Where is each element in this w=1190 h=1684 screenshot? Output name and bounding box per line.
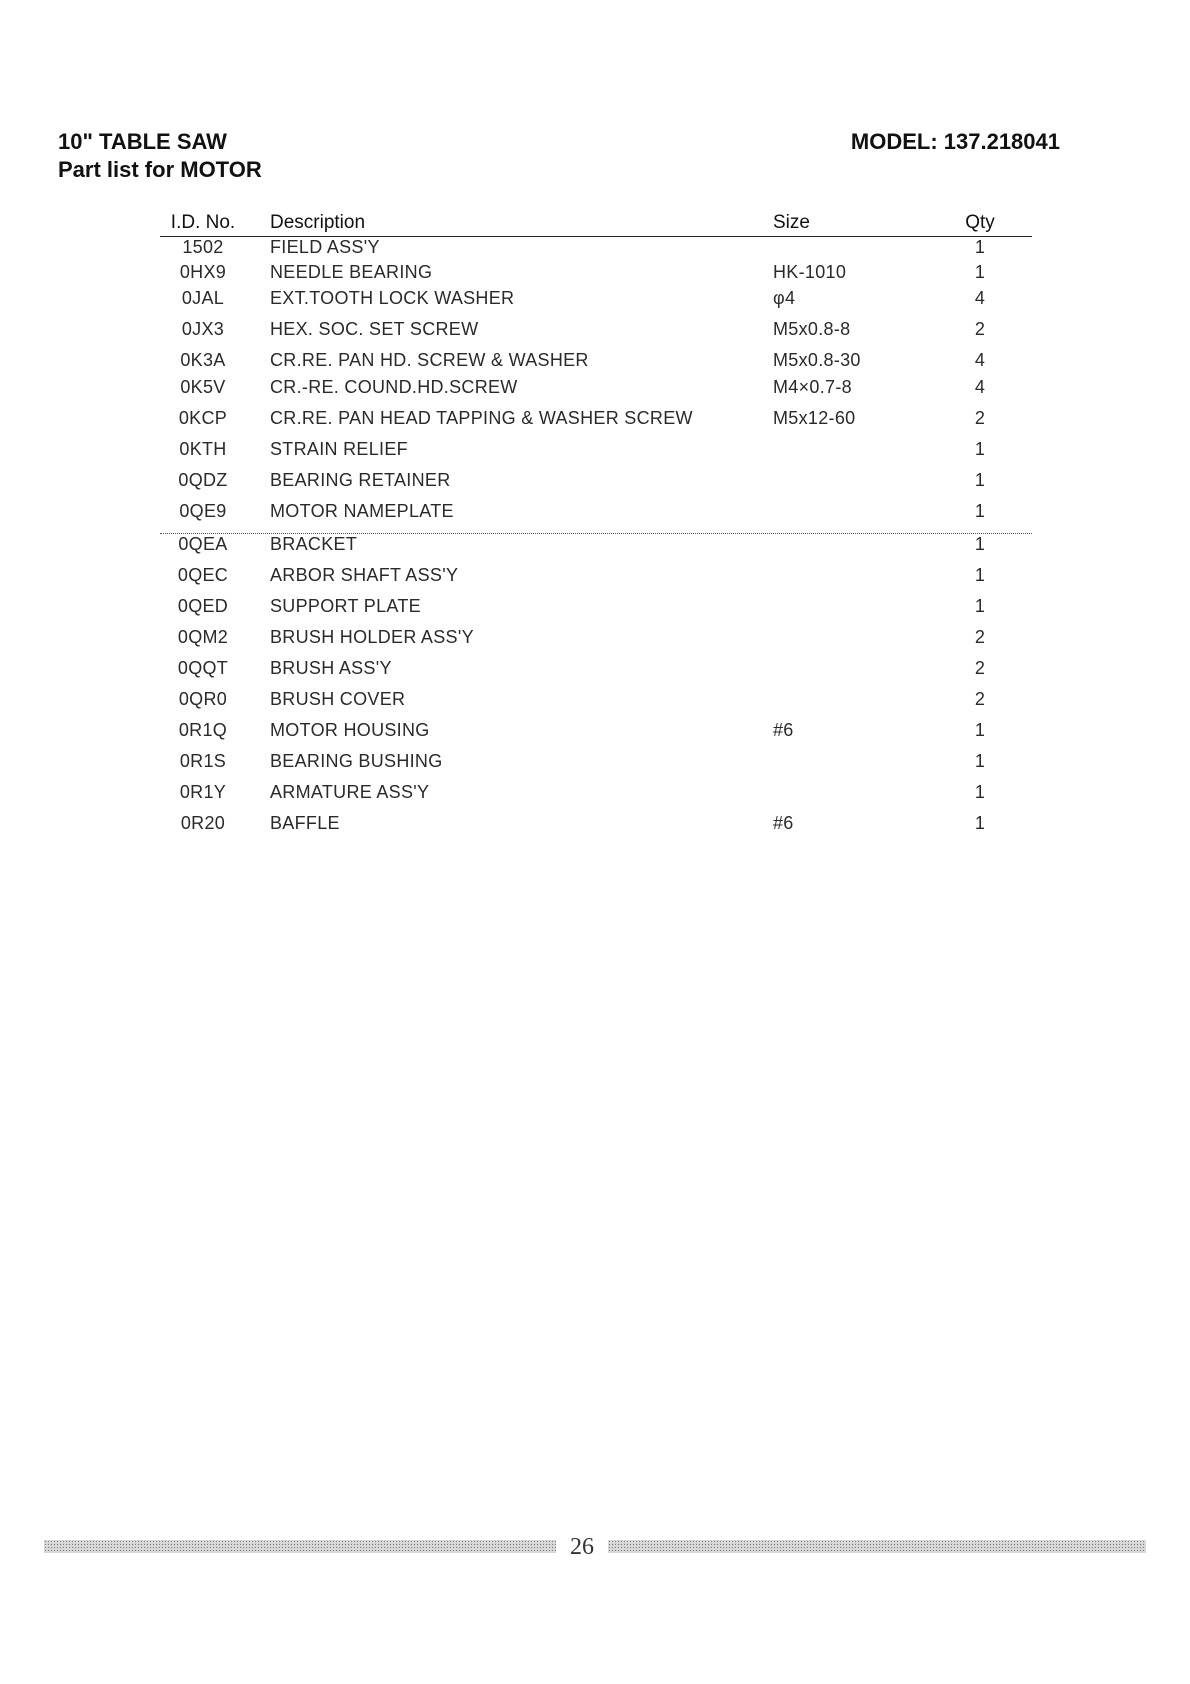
- table-row: [160, 377, 1032, 408]
- cell-id: 0R1Y: [179, 782, 227, 802]
- model-number: MODEL: 137.218041: [850, 129, 1060, 154]
- cell-id: 0R20: [180, 813, 226, 833]
- cell-qty: 1: [974, 813, 986, 833]
- cell-qty: 1: [974, 720, 986, 740]
- cell-size: M5x0.8-8: [773, 319, 851, 339]
- cell-id: 0R1S: [179, 751, 227, 771]
- cell-id: 0K3A: [180, 350, 226, 370]
- cell-qty: 2: [974, 627, 986, 647]
- table-row: [160, 596, 1032, 627]
- page-number: 26: [570, 1534, 594, 1560]
- table-row: [160, 470, 1032, 501]
- header-id: I.D. No.: [170, 212, 236, 233]
- cell-description: BEARING BUSHING: [270, 751, 443, 771]
- cell-qty: 1: [974, 782, 986, 802]
- cell-qty: 1: [974, 534, 986, 554]
- cell-qty: 1: [974, 751, 986, 771]
- footer-dotted-band-right: [608, 1540, 1146, 1553]
- table-row: [160, 751, 1032, 782]
- cell-size: φ4: [773, 288, 796, 308]
- cell-qty: 2: [974, 408, 986, 428]
- cell-id: 0QM2: [177, 627, 229, 647]
- cell-qty: 1: [974, 439, 986, 459]
- table-row: [160, 408, 1032, 439]
- table-row: [160, 782, 1032, 813]
- table-row: [160, 689, 1032, 720]
- cell-id: 0KCP: [178, 408, 228, 428]
- cell-size: #6: [773, 720, 794, 740]
- table-row: [160, 813, 1032, 844]
- table-row: [160, 288, 1032, 319]
- cell-id: 1502: [182, 237, 224, 257]
- cell-qty: 1: [974, 501, 986, 521]
- cell-id: 0QED: [177, 596, 229, 616]
- table-row: [160, 319, 1032, 350]
- cell-description: MOTOR NAMEPLATE: [270, 501, 454, 521]
- cell-description: CR.RE. PAN HD. SCREW & WASHER: [270, 350, 589, 370]
- cell-qty: 1: [974, 470, 986, 490]
- table-row: [160, 439, 1032, 470]
- table-header: [160, 210, 1032, 237]
- cell-description: BRACKET: [270, 534, 358, 554]
- cell-qty: 2: [974, 658, 986, 678]
- document-title: 10" TABLE SAW: [58, 129, 227, 154]
- table-row: [160, 565, 1032, 596]
- cell-id: 0K5V: [180, 377, 226, 397]
- table-row: [160, 237, 1032, 262]
- cell-qty: 1: [974, 596, 986, 616]
- cell-id: 0QEA: [178, 534, 228, 554]
- cell-description: BRUSH HOLDER ASS'Y: [270, 627, 474, 647]
- cell-qty: 1: [974, 565, 986, 585]
- table-row: [160, 350, 1032, 377]
- footer-dotted-band-left: [44, 1540, 556, 1553]
- cell-qty: 2: [974, 319, 986, 339]
- cell-id: 0QEC: [177, 565, 229, 585]
- cell-description: CR.RE. PAN HEAD TAPPING & WASHER SCREW: [270, 408, 693, 428]
- cell-description: NEEDLE BEARING: [270, 262, 433, 282]
- cell-description: EXT.TOOTH LOCK WASHER: [270, 288, 515, 308]
- header-size: Size: [773, 212, 810, 233]
- cell-description: HEX. SOC. SET SCREW: [270, 319, 479, 339]
- table-row: [160, 720, 1032, 751]
- cell-description: BEARING RETAINER: [270, 470, 451, 490]
- cell-description: CR.-RE. COUND.HD.SCREW: [270, 377, 518, 397]
- header-qty: Qty: [965, 212, 995, 233]
- cell-id: 0JX3: [181, 319, 225, 339]
- document-subtitle: Part list for MOTOR: [58, 157, 262, 182]
- cell-id: 0HX9: [179, 262, 227, 282]
- cell-description: BRUSH ASS'Y: [270, 658, 392, 678]
- table-row: [160, 533, 1032, 565]
- table-row: [160, 262, 1032, 288]
- cell-id: 0QDZ: [178, 470, 228, 490]
- parts-table: [160, 210, 1032, 844]
- cell-id: 0JAL: [181, 288, 225, 308]
- cell-size: #6: [773, 813, 794, 833]
- table-row: [160, 658, 1032, 689]
- header-description: Description: [270, 212, 366, 233]
- cell-id: 0QQT: [177, 658, 229, 678]
- cell-size: HK-1010: [773, 262, 847, 282]
- cell-description: SUPPORT PLATE: [270, 596, 421, 616]
- cell-description: BRUSH COVER: [270, 689, 406, 709]
- cell-description: BAFFLE: [270, 813, 340, 833]
- cell-size: M4×0.7-8: [773, 377, 852, 397]
- cell-qty: 1: [974, 262, 986, 282]
- cell-id: 0QE9: [179, 501, 227, 521]
- cell-qty: 4: [974, 377, 986, 397]
- page-footer: [44, 1534, 1146, 1558]
- cell-qty: 2: [974, 689, 986, 709]
- cell-description: ARMATURE ASS'Y: [270, 782, 430, 802]
- table-row: [160, 501, 1032, 533]
- cell-description: STRAIN RELIEF: [270, 439, 408, 459]
- cell-qty: 4: [974, 288, 986, 308]
- cell-id: 0KTH: [179, 439, 227, 459]
- cell-id: 0R1Q: [178, 720, 228, 740]
- cell-size: M5x0.8-30: [773, 350, 861, 370]
- cell-description: MOTOR HOUSING: [270, 720, 430, 740]
- cell-qty: 1: [974, 237, 986, 257]
- cell-description: ARBOR SHAFT ASS'Y: [270, 565, 459, 585]
- table-body: [160, 237, 1032, 844]
- cell-qty: 4: [974, 350, 986, 370]
- cell-size: M5x12-60: [773, 408, 856, 428]
- cell-id: 0QR0: [178, 689, 228, 709]
- table-row: [160, 627, 1032, 658]
- cell-description: FIELD ASS'Y: [270, 237, 380, 257]
